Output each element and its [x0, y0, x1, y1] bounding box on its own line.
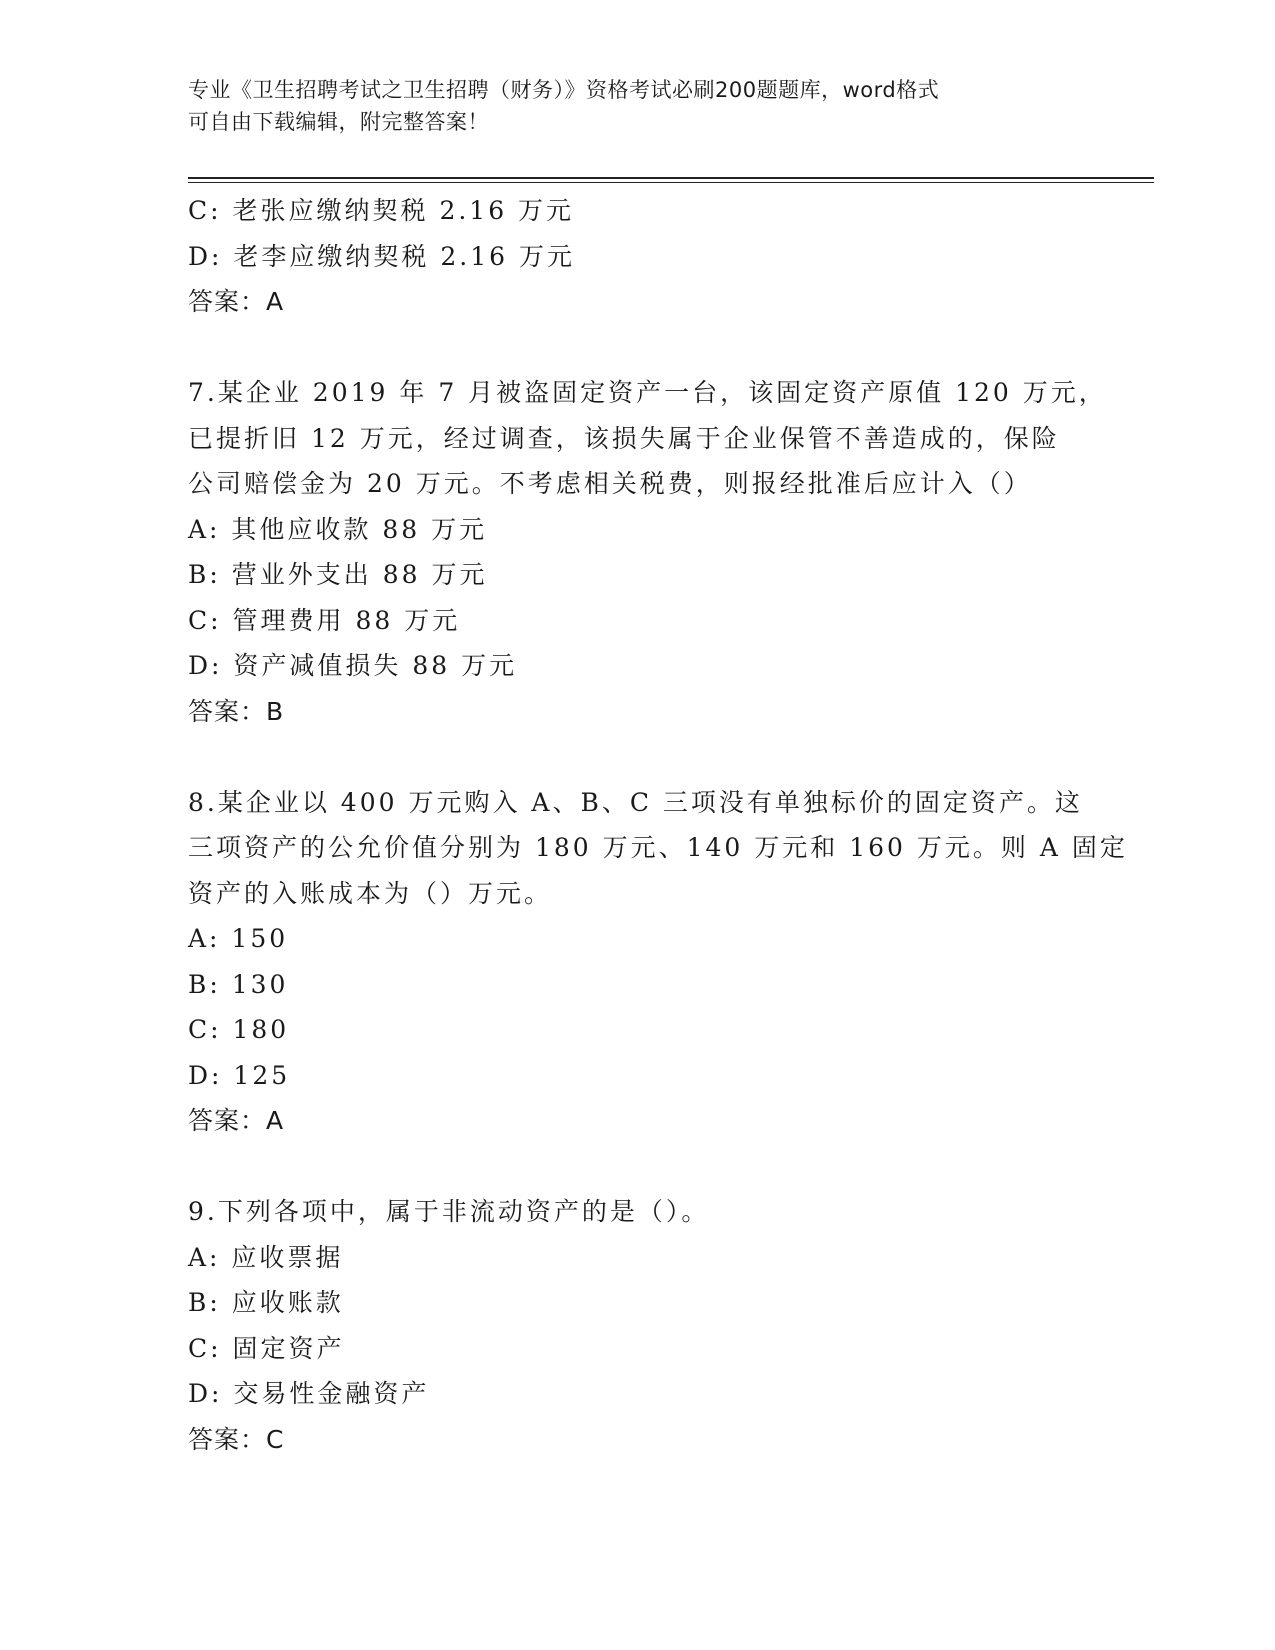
question-stem: 7.某企业 2019 年 7 月被盗固定资产一台，该固定资产原值 120 万元，: [188, 378, 1107, 407]
option-a: A: 其他应收款 88 万元: [188, 514, 488, 544]
header-line-2: 可自由下载编辑，附完整答案！: [188, 110, 489, 134]
header-line-1: 专业《卫生招聘考试之卫生招聘（财务）》资格考试必刷200题题库，word格式: [188, 78, 940, 102]
option-c: C: 180: [188, 1015, 290, 1044]
question-stem: 已提折旧 12 万元，经过调查，该损失属于企业保管不善造成的，保险: [188, 423, 1060, 453]
question-list: [188, 188, 1128, 1462]
option-c: C: 固定资产: [188, 1333, 345, 1363]
question-stem: 三项资产的公允价值分别为 180 万元、140 万元和 160 万元。则 A 固定: [188, 833, 1128, 862]
option-c: C: 管理费用 88 万元: [188, 605, 461, 635]
question-stem: 公司赔偿金为 20 万元。不考虑相关税费，则报经批准后应计入（）: [188, 469, 1032, 498]
option-c: C: 老张应缴纳契税 2.16 万元: [188, 196, 575, 225]
spacer: [188, 325, 1088, 371]
document-header: [188, 74, 1078, 138]
question-stem: 9.下列各项中，属于非流动资产的是（）。: [188, 1197, 710, 1226]
option-b: B: 营业外支出 88 万元: [188, 560, 488, 589]
option-d: D: 资产减值损失 88 万元: [188, 651, 518, 680]
spacer: [188, 1144, 1088, 1190]
answer: 答案：B: [188, 696, 285, 726]
question-stem: 8.某企业以 400 万元购入 A、B、C 三项没有单独标价的固定资产。这: [188, 787, 1083, 817]
answer: 答案：A: [188, 287, 285, 316]
option-d: D: 老李应缴纳契税 2.16 万元: [188, 241, 575, 271]
option-a: A: 应收票据: [188, 1242, 344, 1272]
question-7: [188, 370, 1107, 734]
option-d: D: 125: [188, 1060, 291, 1090]
header-rule-thin: [188, 182, 1154, 183]
question-stem: 资产的入账成本为（）万元。: [188, 878, 553, 908]
option-b: B: 应收账款: [188, 1288, 344, 1317]
option-a: A: 150: [188, 924, 289, 953]
spacer: [188, 734, 1088, 780]
answer: 答案：C: [188, 1424, 285, 1454]
option-b: B: 130: [188, 969, 289, 999]
answer: 答案：A: [188, 1106, 285, 1135]
header-rule-thick: [188, 177, 1154, 179]
question-9: [188, 1189, 1088, 1462]
question-6: [188, 188, 1088, 325]
option-d: D: 交易性金融资产: [188, 1379, 430, 1408]
question-8: [188, 780, 1128, 1144]
